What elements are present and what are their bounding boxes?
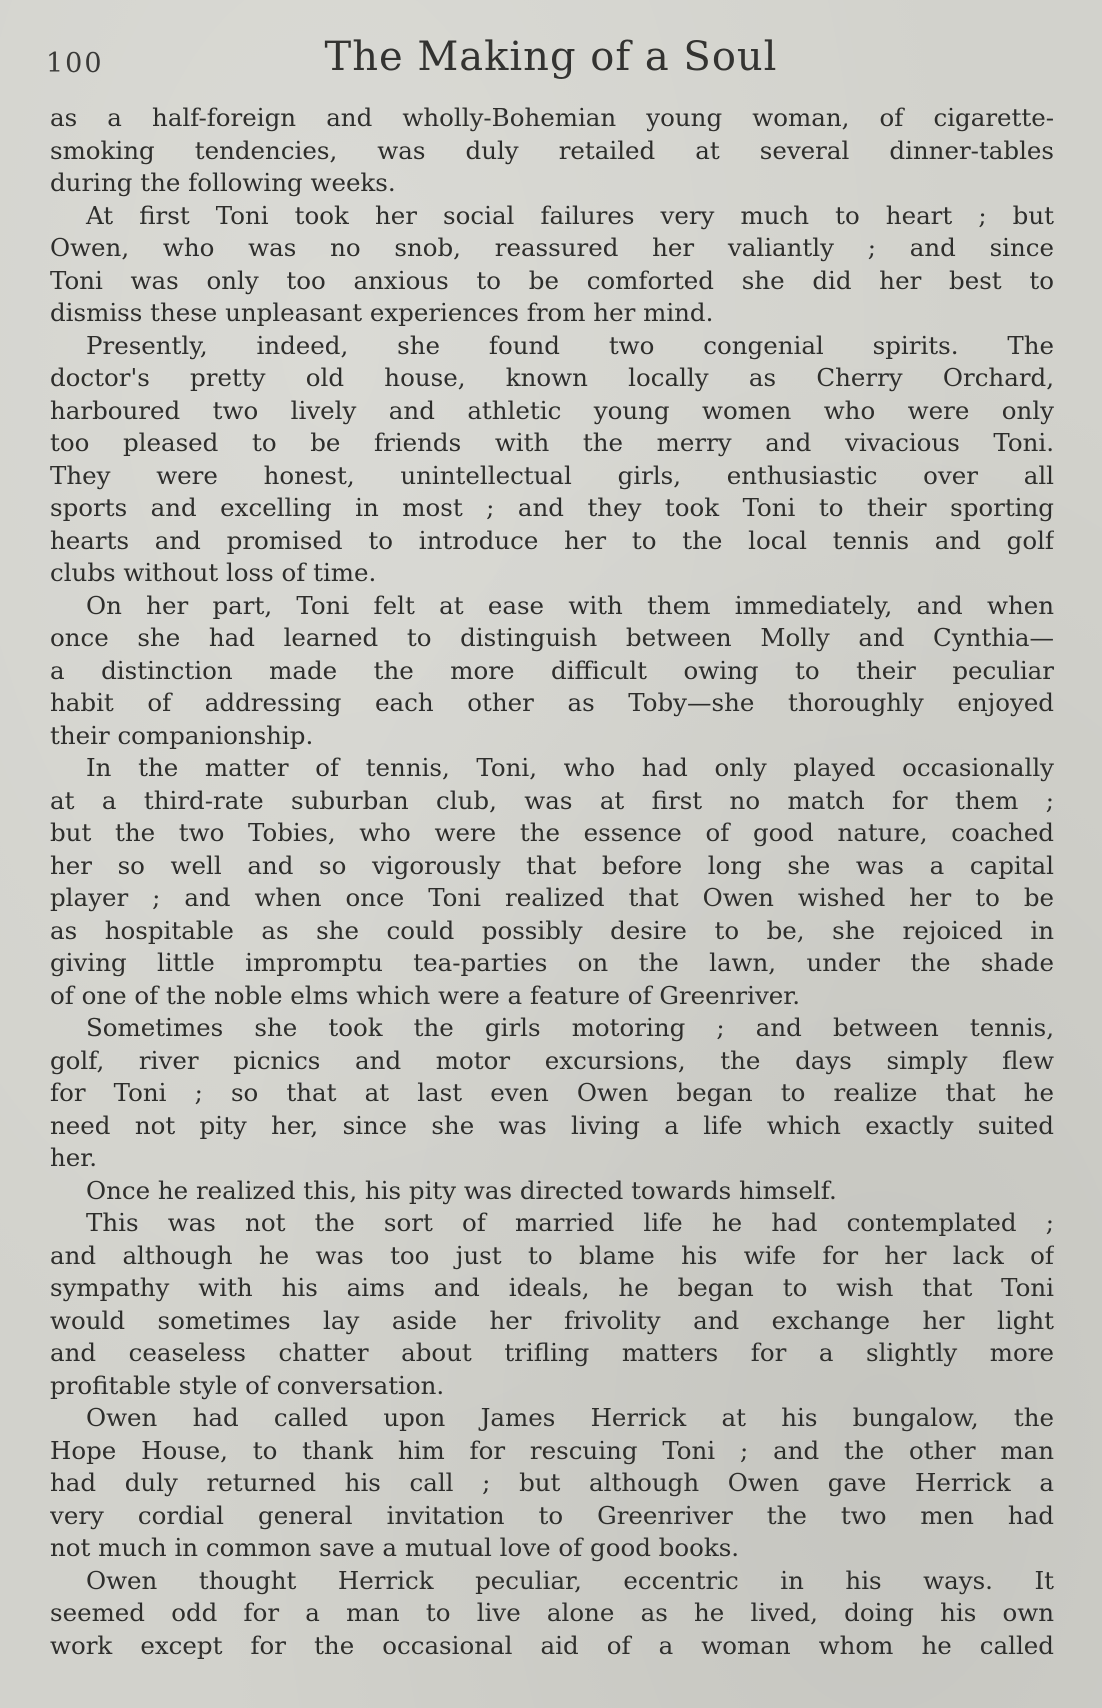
text-line: Owen thought Herrick peculiar, eccentric in his ways. It (86, 1565, 1054, 1595)
text-line: but the two Tobies, who were the essence of good nature, coached (50, 818, 1054, 847)
text-line: Once he realized this, his pity was directed towards himself. (86, 1175, 837, 1205)
text-line: hearts and promised to introduce her to the local tennis and golf (50, 525, 1054, 555)
text-line: her so well and so vigorously that before long she was a capital (50, 850, 1054, 880)
text-line: Owen, who was no snob, reassured her valiantly ; and since (50, 233, 1054, 262)
text-line: harboured two lively and athletic young women who were only (50, 395, 1054, 425)
text-line: sympathy with his aims and ideals, he began to wish that Toni (50, 1273, 1054, 1302)
text-line: for Toni ; so that at last even Owen began to realize that he (50, 1078, 1054, 1107)
text-line: would sometimes lay aside her frivolity and exchange her light (50, 1305, 1054, 1335)
text-line: golf, river picnics and motor excursions, the days simply flew (50, 1045, 1054, 1075)
running-title: The Making of a Soul (324, 34, 778, 80)
text-line: once she had learned to distinguish between Molly and Cynthia— (50, 623, 1054, 652)
text-line: doctor's pretty old house, known locally as Cherry Orchard, (50, 363, 1054, 392)
text-line: Sometimes she took the girls motoring ; and between tennis, (86, 1013, 1054, 1042)
text-line: very cordial general invitation to Greenriver the two men had (50, 1500, 1054, 1530)
text-line: On her part, Toni felt at ease with them immediately, and when (86, 590, 1054, 620)
text-line: too pleased to be friends with the merry and vivacious Toni. (50, 428, 1054, 457)
text-line: smoking tendencies, was duly retailed at several dinner-tables (50, 135, 1054, 165)
text-line: They were honest, unintellectual girls, enthusiastic over all (50, 460, 1054, 490)
text-line: profitable style of conversation. (50, 1370, 445, 1400)
text-line: Owen had called upon James Herrick at his bungalow, the (86, 1403, 1054, 1432)
text-line: At first Toni took her social failures very much to heart ; but (86, 200, 1054, 230)
text-line: had duly returned his call ; but although Owen gave Herrick a (50, 1468, 1054, 1497)
text-line: as hospitable as she could possibly desire to be, she rejoiced in (50, 915, 1054, 945)
text-line: and ceaseless chatter about trifling matters for a slightly more (50, 1338, 1054, 1367)
body-text (50, 102, 1054, 1662)
text-line: their companionship. (50, 720, 314, 750)
text-line: Toni was only too anxious to be comforted she did her best to (50, 265, 1054, 295)
page-header (46, 30, 1056, 90)
text-line: player ; and when once Toni realized that Owen wished her to be (50, 883, 1054, 912)
text-line: at a third-rate suburban club, was at first no match for them ; (50, 785, 1054, 815)
page-number: 100 (46, 48, 104, 79)
text-line: This was not the sort of married life he had contemplated ; (86, 1208, 1054, 1237)
text-line: giving little impromptu tea-parties on the lawn, under the shade (50, 948, 1054, 977)
text-line: during the following weeks. (50, 168, 396, 197)
text-line: clubs without loss of time. (50, 558, 377, 587)
text-line: a distinction made the more difficult owing to their peculiar (50, 655, 1054, 685)
text-line: of one of the noble elms which were a feature of Greenriver. (50, 980, 801, 1010)
text-line: her. (50, 1143, 98, 1172)
text-line: dismiss these unpleasant experiences from her mind. (50, 298, 714, 327)
text-line: In the matter of tennis, Toni, who had only played occasionally (86, 753, 1054, 782)
text-line: and although he was too just to blame his wife for her lack of (50, 1240, 1054, 1270)
text-line: Hope House, to thank him for rescuing Toni ; and the other man (50, 1435, 1054, 1465)
text-line: work except for the occasional aid of a woman whom he called (50, 1630, 1054, 1660)
text-line: as a half-foreign and wholly-Bohemian young woman, of cigarette- (50, 103, 1054, 132)
text-line: Presently, indeed, she found two congenial spirits. The (86, 330, 1054, 360)
text-line: habit of addressing each other as Toby—she thoroughly enjoyed (50, 688, 1054, 717)
text-line: not much in common save a mutual love of good books. (50, 1533, 740, 1562)
text-line: sports and excelling in most ; and they took Toni to their sporting (50, 493, 1054, 522)
text-line: seemed odd for a man to live alone as he lived, doing his own (50, 1598, 1054, 1627)
text-line: need not pity her, since she was living a life which exactly suited (50, 1110, 1054, 1140)
